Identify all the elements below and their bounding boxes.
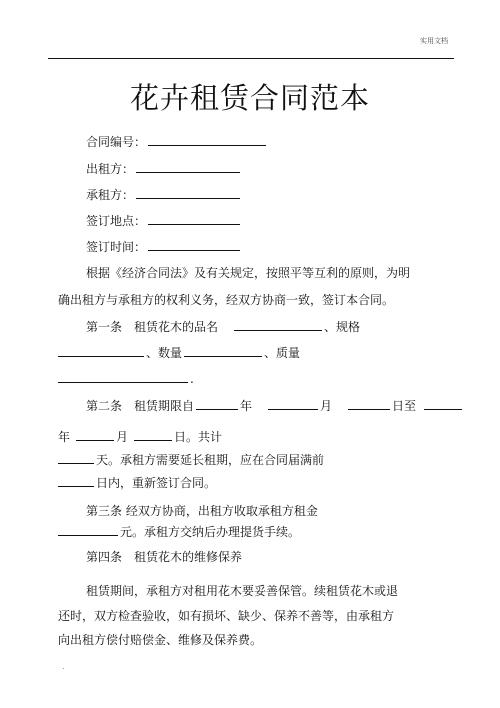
renew-days-blank — [58, 475, 94, 487]
article-1-spec: 、规格 — [324, 320, 361, 334]
article-1-lead: 第一条 租赁花木的品名 — [86, 320, 219, 334]
article-1-quality: 、质量 — [264, 346, 301, 360]
lessor-blank — [136, 161, 240, 173]
start-day-blank — [348, 398, 390, 410]
article-2-day-total: 日。共计 — [174, 430, 223, 444]
field-lessor — [86, 161, 242, 177]
article-1-end: . — [190, 372, 194, 386]
start-month-blank — [268, 398, 318, 410]
preamble-line-1: 根据《经济合同法》及有关规定，按照平等互利的原则，为明 — [86, 266, 411, 280]
article-2-renew-text: 日内，重新签订合同。 — [96, 476, 217, 490]
field-sign-time-label: 签订时间： — [86, 240, 147, 254]
field-contract-no — [86, 134, 268, 150]
article-2-line-3 — [58, 452, 324, 468]
article-3-tail: 元。承租方交纳后办理提货手续。 — [120, 525, 301, 539]
article-2-lead: 第二条 租赁期限自 — [86, 399, 195, 413]
field-sign-place-label: 签订地点： — [86, 214, 147, 228]
article-1-line-1 — [86, 319, 360, 335]
contract-no-blank — [148, 134, 266, 146]
article-1-qty-blank — [184, 345, 262, 357]
article-2-line-4 — [58, 475, 216, 491]
end-month-blank — [76, 429, 114, 441]
end-day-blank — [134, 429, 172, 441]
article-2-year: 年 — [240, 399, 253, 413]
article-3-line-2 — [58, 524, 300, 540]
document-title: 花卉租赁合同范本 — [129, 81, 370, 115]
article-1-name-blank — [234, 319, 322, 331]
field-sign-place — [86, 213, 242, 229]
article-2-days-text: 天。承租方需要延长租期，应在合同届满前 — [96, 453, 325, 467]
article-2-day-to: 日至 — [392, 399, 417, 413]
article-1-line-2 — [58, 345, 300, 361]
article-2-line-2 — [58, 429, 222, 445]
start-year-blank — [196, 398, 238, 410]
article-4-title: 第四条 租赁花木的维修保养 — [86, 550, 243, 564]
article-4-body-3: 向出租方偿付赔偿金、维修及保养费。 — [58, 633, 263, 647]
sign-time-blank — [148, 239, 240, 251]
rent-amount-blank — [58, 524, 118, 536]
article-2-month: 月 — [320, 399, 333, 413]
article-2-year2: 年 — [58, 430, 71, 444]
sign-place-blank — [148, 213, 240, 225]
footer-mark: . — [62, 662, 65, 671]
article-2-month2: 月 — [116, 430, 129, 444]
article-4-body-2: 还时，双方检查验收，如有损坏、缺少、保养不善等，由承租方 — [58, 609, 395, 623]
field-contract-no-label: 合同编号： — [86, 135, 147, 149]
article-1-quality-blank — [58, 371, 188, 383]
header-tag: 实用文档 — [420, 37, 448, 45]
field-lessor-label: 出租方： — [86, 162, 135, 176]
article-1-spec-blank — [58, 345, 144, 357]
article-3-line-1: 第三条 经双方协商，出租方收取承租方租金 — [86, 504, 318, 518]
field-lessee — [86, 187, 242, 203]
article-2-line-1 — [86, 398, 464, 414]
total-days-blank — [58, 452, 94, 464]
preamble-line-2: 确出租方与承租方的权利义务，经双方协商一致，签订本合同。 — [58, 293, 395, 307]
field-lessee-label: 承租方： — [86, 188, 135, 202]
field-sign-time — [86, 239, 242, 255]
lessee-blank — [136, 187, 240, 199]
article-1-qty: 、数量 — [146, 346, 183, 360]
end-year-blank — [424, 398, 462, 410]
header-rule — [48, 58, 454, 59]
article-4-body-1: 租赁期间，承租方对租用花木要妥善保管。续租赁花木或退 — [86, 584, 399, 598]
article-1-line-3 — [58, 371, 194, 387]
